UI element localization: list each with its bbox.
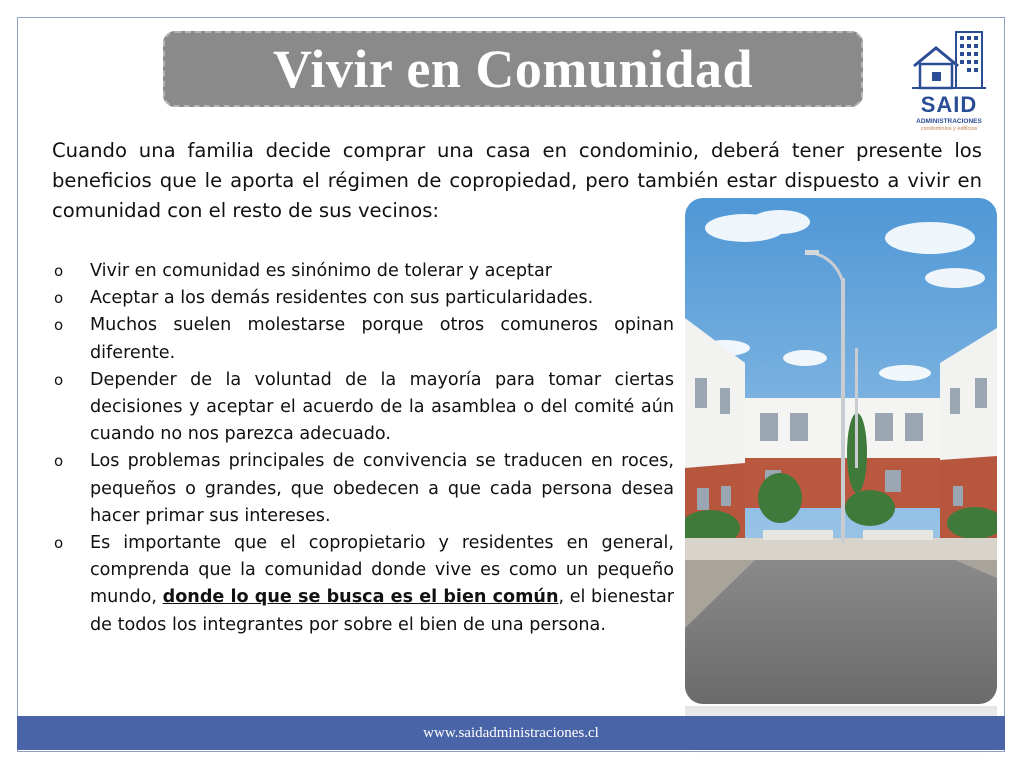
list-item [50, 285, 674, 312]
list-item [50, 367, 674, 449]
condominio-photo [685, 198, 997, 704]
bullet-text-before: Es importante que el copropietario y residentes en general, comprenda que la comunidad donde vive es como un pequeño mundo, [90, 533, 674, 608]
bullet-marker: o [54, 262, 64, 280]
said-logo [908, 26, 990, 136]
bullet-marker: o [54, 316, 64, 335]
logo-tagline: ADMINISTRACIONES [916, 118, 982, 125]
house-building-logo-icon [908, 26, 990, 92]
list-item [50, 312, 674, 366]
list-item [50, 448, 674, 530]
footer-url: www.saidadministraciones.cl [423, 725, 599, 741]
bullet-text: Depender de la voluntad de la mayoría para tomar ciertas decisiones y aceptar el acuerdo de la asamblea o del comité aún cuando no nos parezca adecuado. [90, 369, 674, 445]
bullet-text-after: , el bienestar de todos los integrantes por sobre el bien de una persona. [90, 587, 674, 635]
bullet-list [50, 258, 674, 639]
bullet-emphasis: donde lo que se busca es el bien común [162, 587, 559, 608]
bullet-text: Los problemas principales de convivencia se traducen en roces, pequeños o grandes, que obedecen a que cada persona desea hacer primar sus intereses. [90, 451, 674, 526]
bullet-marker: o [54, 534, 64, 553]
bullet-text: Vivir en comunidad es sinónimo de tolerar y aceptar [90, 261, 552, 281]
title-banner [163, 31, 863, 107]
bullet-marker: o [54, 452, 64, 471]
footer-bar [17, 716, 1005, 750]
bullet-marker: o [54, 370, 64, 389]
bullet-marker: o [54, 289, 64, 308]
condominio-illustration [685, 198, 997, 704]
intro-paragraph: Cuando una familia decide comprar una casa en condominio, deberá tener presente los beneficios que le aporta el régimen de copropiedad, pero también estar dispuesto a vivir en comunidad con el resto de sus vecinos: [52, 139, 982, 222]
list-item [50, 258, 674, 285]
bullet-text: Aceptar a los demás residentes con sus particularidades. [90, 288, 594, 309]
logo-subtagline: condominios y edificios [920, 126, 978, 132]
slide-title: Vivir en Comunidad [272, 39, 754, 99]
bullet-text: Muchos suelen molestarse porque otros comuneros opinan diferente. [90, 315, 674, 363]
logo-name: SAID [920, 92, 978, 117]
list-item [50, 530, 674, 639]
